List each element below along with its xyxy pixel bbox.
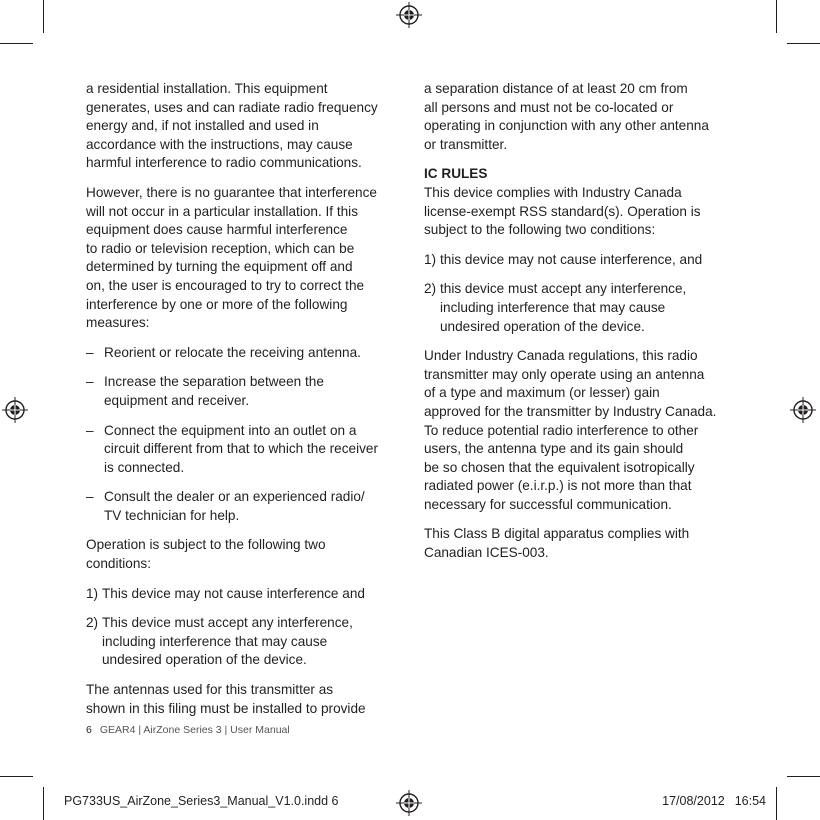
ic-intro-paragraph: This device complies with Industry Canada license-exempt RSS standard(s). Operation is subject to the following two conditions: [424,184,701,238]
slug-time: 16:54 [734,794,766,808]
regulations-paragraph: Under Industry Canada regulations, this radio transmitter may only operate using an antenna of a type and maximum (or lesser) gain approved for the transmitter by Industry Canada. To reduce potential radio interference to other users, the antenna type and its gain should be so chosen that the equivalent isotropically radiated power (e.i.r.p.) is not more than that necessary for successful communication. [424,348,717,512]
condition-list-item [86,614,402,670]
measure-text: Connect the equipment into an outlet on a circuit different from that to which the receiver is connected. [104,422,379,475]
footer-text: GEAR4 | AirZone Series 3 | User Manual [99,724,290,736]
left-column [86,80,402,729]
condition-number: 2) [424,281,437,297]
guarantee-paragraph: However, there is no guarantee that interference will not occur in a particular installation. If this equipment does cause harmful interference to radio or television reception, which can be determined by turning the equipment off and on, the user is encouraged to try to correct the interference by one or more of the following measures: [86,184,377,331]
measure-text: Consult the dealer or an experienced radio/ TV technician for help. [104,489,365,523]
condition-text: This device may not cause interference and [102,585,365,601]
dash-marker: – [86,489,94,505]
measure-list-item [86,488,402,525]
crop-mark-bottom-right [787,776,820,777]
condition-text: this device must accept any interference, including interference that may cause undesired operation of the device. [440,281,687,334]
crop-mark-top-right [787,43,820,44]
dash-marker: – [86,374,94,390]
antennas-paragraph: The antennas used for this transmitter as shown in this filing must be installed to provide [86,682,366,716]
registration-mark-icon [396,2,422,28]
dash-marker: – [86,344,94,360]
class-b-paragraph: This Class B digital apparatus complies with Canadian ICES-003. [424,526,690,561]
condition-list-item [86,585,402,604]
condition-number: 1) [424,251,437,267]
intro-paragraph: a residential installation. This equipment generates, uses and can radiate radio frequency energy and, if not installed and used in accordance with the instructions, may cause harmful interference to radio communications. [86,81,378,171]
crop-mark-top-right [776,0,777,33]
measure-list-item [86,422,402,478]
measure-list-item [86,344,402,363]
registration-mark-icon [790,397,816,423]
measure-text: Reorient or relocate the receiving antenna. [104,344,361,360]
slug-timestamp [652,794,766,808]
page-number: 6 [86,724,92,736]
conditions-intro: Operation is subject to the following two conditions: [86,537,326,572]
slug-date: 17/08/2012 [662,794,725,808]
condition-list-item [424,280,744,336]
ic-rules-heading: IC RULES [424,166,488,182]
separation-paragraph: a separation distance of at least 20 cm from all persons and must not be co-located or operating in conjunction with any other antenna or transmitter. [424,81,709,152]
condition-text: this device may not cause interference, and [440,251,703,267]
measure-list-item [86,373,402,410]
registration-mark-icon [396,790,422,816]
condition-number: 1) [86,585,99,601]
condition-text: This device must accept any interference, including interference that may cause undesired operation of the device. [102,615,353,668]
crop-mark-bottom-right [776,787,777,820]
right-column [424,80,744,574]
dash-marker: – [86,422,94,438]
slug-filename: PG733US_AirZone_Series3_Manual_V1.0.indd 6 [64,794,339,808]
registration-mark-icon [2,397,28,423]
crop-mark-bottom-left [0,776,33,777]
measure-text: Increase the separation between the equipment and receiver. [104,374,324,408]
crop-mark-bottom-left [43,787,44,820]
crop-mark-top-left [43,0,44,33]
condition-number: 2) [86,615,99,631]
page-footer [86,724,290,736]
crop-mark-top-left [0,43,33,44]
condition-list-item [424,251,744,270]
